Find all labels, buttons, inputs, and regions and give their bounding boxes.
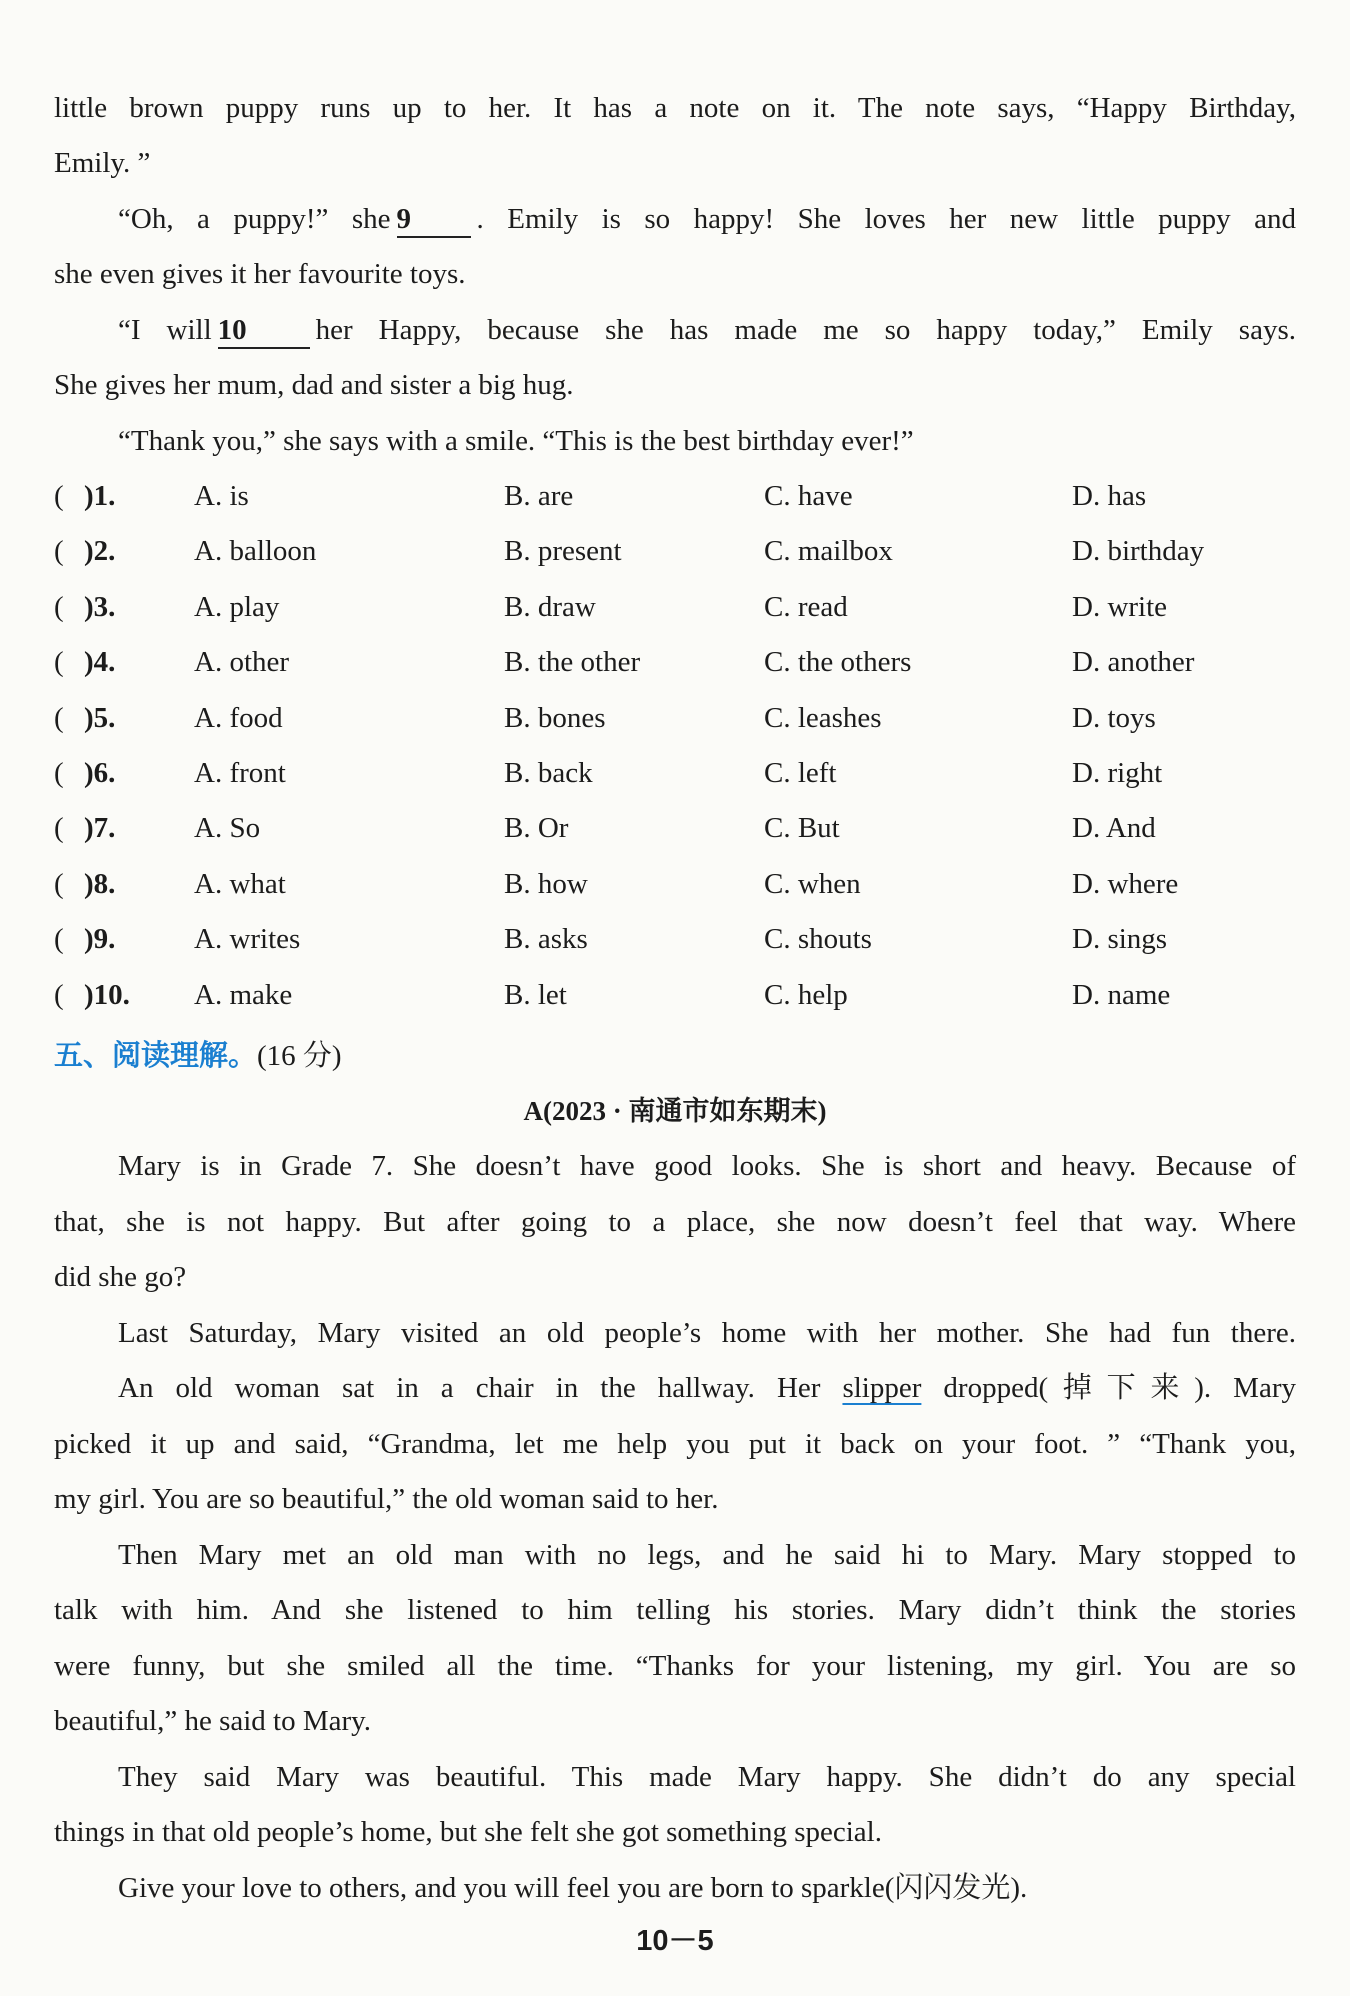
question-row	[54, 587, 1296, 627]
option-d: D. right	[1072, 757, 1163, 789]
option-c: C. left	[764, 757, 837, 789]
option-a: A. writes	[194, 923, 301, 956]
passage-line: did she go?	[54, 1261, 187, 1293]
question-number: )2.	[84, 535, 116, 568]
story-line: She gives her mum, dad and sister a big hug.	[54, 369, 574, 401]
option-a: A. what	[194, 867, 286, 900]
answer-slot[interactable]: (	[54, 480, 64, 512]
story-line-blank-9: “Oh, a puppy!” she 9 . Emily is so happy! She loves her new little puppy and	[118, 199, 1296, 239]
question-number: )6.	[84, 757, 116, 789]
question-row	[54, 698, 1296, 738]
passage-line: beautiful,” he said to Mary.	[54, 1705, 372, 1737]
question-number: )4.	[84, 646, 116, 679]
answer-slot[interactable]: (	[54, 923, 64, 956]
option-d: D. where	[1072, 867, 1179, 900]
option-b: B. asks	[504, 923, 588, 956]
answer-blank-9[interactable]: 9	[397, 202, 471, 238]
story-line: “Thank you,” she says with a smile. “This is the best birthday ever!”	[118, 425, 914, 457]
option-c: C. have	[764, 480, 853, 512]
passage-line: things in that old people’s home, but she felt she got something special.	[54, 1816, 882, 1848]
option-b: B. are	[504, 480, 574, 512]
answer-slot[interactable]: (	[54, 535, 64, 568]
story-line: Emily. ”	[54, 147, 151, 179]
answer-slot[interactable]: (	[54, 867, 64, 900]
passage-line: that, she is not happy. But after going to a place, she now doesn’t feel that way. Where	[54, 1206, 1296, 1238]
option-b: B. back	[504, 757, 593, 789]
option-c: C. when	[764, 867, 861, 900]
passage-line: Mary is in Grade 7. She doesn’t have good looks. She is short and heavy. Because of	[118, 1150, 1296, 1182]
question-row	[54, 864, 1296, 904]
option-a: A. So	[194, 812, 261, 845]
story-line: she even gives it her favourite toys.	[54, 258, 466, 290]
option-a: A. balloon	[194, 535, 317, 568]
option-b: B. how	[504, 867, 588, 900]
option-c: C. the others	[764, 646, 912, 679]
question-row	[54, 476, 1296, 516]
question-row	[54, 808, 1296, 848]
option-c: C. mailbox	[764, 535, 893, 568]
passage-heading: A(2023 · 南通市如东期末)	[523, 1096, 827, 1126]
answer-blank-10[interactable]: 10	[218, 313, 310, 349]
option-d: D. sings	[1072, 923, 1168, 956]
question-row	[54, 531, 1296, 571]
question-row	[54, 642, 1296, 682]
question-number: )8.	[84, 867, 116, 900]
passage-line: Then Mary met an old man with no legs, and he said hi to Mary. Mary stopped to	[118, 1539, 1296, 1571]
option-d: D. toys	[1072, 701, 1156, 734]
option-c: C. leashes	[764, 701, 882, 734]
option-d: D. write	[1072, 590, 1168, 623]
page-number: 10－5	[636, 1925, 714, 1957]
answer-slot[interactable]: (	[54, 757, 64, 789]
answer-slot[interactable]: (	[54, 646, 64, 679]
option-b: B. draw	[504, 590, 596, 623]
option-b: B. Or	[504, 812, 569, 845]
option-a: A. play	[194, 590, 280, 623]
question-row	[54, 753, 1296, 793]
option-a: A. food	[194, 701, 283, 734]
passage-line: An old woman sat in a chair in the hallway. Her slipper dropped(掉下来). Mary	[118, 1372, 1296, 1404]
option-a: A. front	[194, 757, 286, 789]
option-b: B. the other	[504, 646, 641, 679]
option-c: C. shouts	[764, 923, 872, 956]
passage-line: my girl. You are so beautiful,” the old woman said to her.	[54, 1483, 719, 1515]
passage-line: Give your love to others, and you will feel you are born to sparkle(闪闪发光).	[118, 1872, 1028, 1904]
answer-slot[interactable]: (	[54, 701, 64, 734]
passage-line: talk with him. And she listened to him telling his stories. Mary didn’t think the stories	[54, 1594, 1296, 1626]
option-d: D. has	[1072, 480, 1147, 512]
question-row	[54, 919, 1296, 959]
question-number: )1.	[84, 480, 116, 512]
question-number: )9.	[84, 923, 116, 956]
option-c: C. help	[764, 978, 848, 1011]
option-b: B. present	[504, 535, 622, 568]
option-c: C. But	[764, 812, 840, 845]
passage-line: were funny, but she smiled all the time. “Thanks for your listening, my girl. You are so	[54, 1650, 1296, 1682]
answer-slot[interactable]: (	[54, 812, 64, 845]
option-a: A. other	[194, 646, 290, 679]
option-d: D. birthday	[1072, 535, 1205, 568]
passage-line: picked it up and said, “Grandma, let me help you put it back on your foot. ” “Thank you,	[54, 1428, 1296, 1460]
question-number: )7.	[84, 812, 116, 845]
story-line-blank-10: “I will 10 her Happy, because she has made me so happy today,” Emily says.	[118, 310, 1296, 350]
question-number: )5.	[84, 701, 116, 734]
option-b: B. bones	[504, 701, 606, 734]
option-b: B. let	[504, 978, 567, 1011]
question-number: )10.	[84, 978, 130, 1011]
question-number: )3.	[84, 590, 116, 623]
answer-slot[interactable]: (	[54, 978, 64, 1011]
passage-line: They said Mary was beautiful. This made Mary happy. She didn’t do any special	[118, 1761, 1296, 1793]
story-line: little brown puppy runs up to her. It has a note on it. The note says, “Happy Birthday,	[54, 92, 1296, 124]
vocab-word-slipper: slipper	[842, 1372, 922, 1404]
question-row	[54, 975, 1296, 1015]
option-a: A. make	[194, 978, 293, 1011]
answer-slot[interactable]: (	[54, 590, 64, 623]
option-d: D. another	[1072, 646, 1195, 679]
option-d: D. name	[1072, 978, 1171, 1011]
option-d: D. And	[1072, 812, 1156, 845]
option-a: A. is	[194, 480, 249, 512]
section-title: 五、阅读理解。(16 分)	[54, 1038, 342, 1072]
option-c: C. read	[764, 590, 848, 623]
passage-line: Last Saturday, Mary visited an old people’s home with her mother. She had fun there.	[118, 1317, 1296, 1349]
